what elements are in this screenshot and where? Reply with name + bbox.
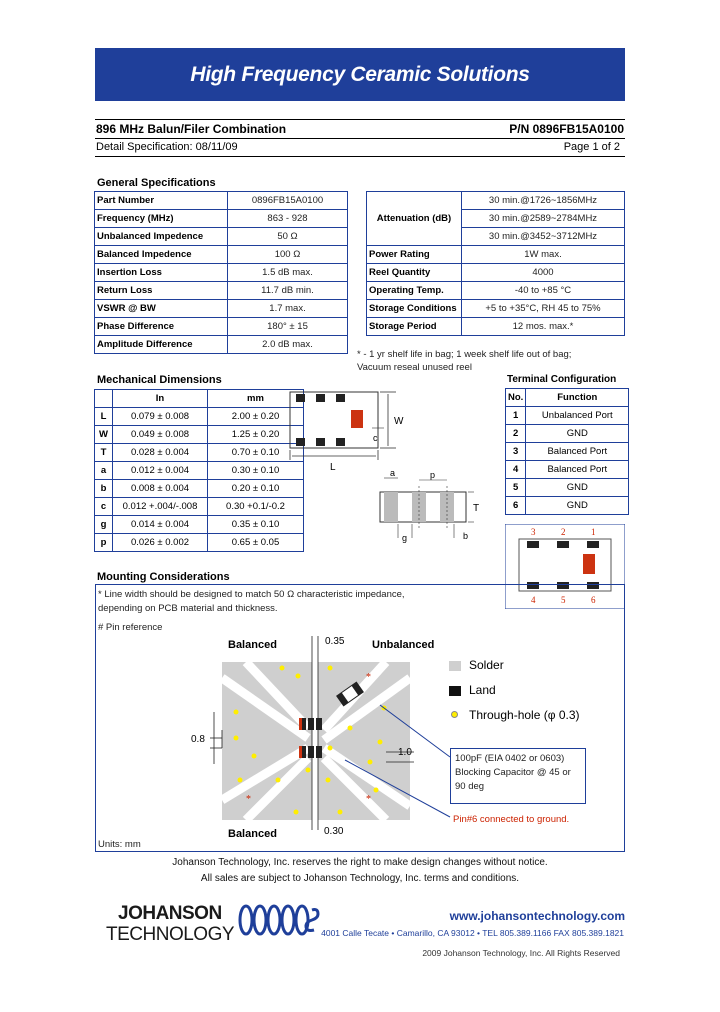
legend-through-hole: Through-hole (φ 0.3): [469, 708, 580, 722]
pin-label: 3: [531, 527, 536, 537]
pin-label: 6: [591, 595, 596, 605]
table-row: 1 Unbalanced Port: [506, 407, 629, 425]
table-row: a 0.012 ± 0.004 0.30 ± 0.10: [95, 462, 304, 480]
table-row: Power Rating 1W max.: [367, 246, 625, 264]
dim-p-label: p: [430, 470, 436, 480]
table-row: 3 Balanced Port: [506, 443, 629, 461]
terminal-heading: Terminal Configuration: [507, 374, 617, 385]
table-row: VSWR @ BW 1.7 max.: [95, 300, 348, 318]
general-specs-table-right: [366, 191, 625, 336]
mounting-note-2: depending on PCB material and thickness.: [98, 603, 278, 614]
pin-label: 4: [531, 595, 536, 605]
table-row: 30 min.@3452~3712MHz: [367, 228, 625, 246]
capacitor-note-3: 90 deg: [455, 781, 485, 792]
table-row: 30 min.@2589~2784MHz: [367, 210, 625, 228]
dim-08-label: 0.8: [191, 734, 205, 745]
header-top-rule: [95, 119, 625, 120]
pin-label: 5: [561, 595, 566, 605]
capacitor-note-1: 100pF (EIA 0402 or 0603): [455, 753, 565, 764]
table-row: 5 GND: [506, 479, 629, 497]
mechanical-heading: Mechanical Dimensions: [97, 374, 222, 386]
storage-note-1: * - 1 yr shelf life in bag; 1 week shelf life out of bag;: [357, 349, 572, 360]
units-note: Units: mm: [98, 839, 141, 850]
address-line: 4001 Calle Tecate • Camarillo, CA 93012 • TEL 805.389.1166 FAX 805.389.1821: [321, 928, 624, 938]
table-row: Attenuation (dB) 30 min.@1726~1856MHz: [367, 192, 625, 210]
dim-10-label: 1.0: [398, 747, 412, 758]
table-row: p 0.026 ± 0.002 0.65 ± 0.05: [95, 534, 304, 552]
table-row: 6 GND: [506, 497, 629, 515]
table-row: Operating Temp. -40 to +85 °C: [367, 282, 625, 300]
page-number: Page 1 of 2: [563, 141, 620, 153]
table-row: W 0.049 ± 0.008 1.25 ± 0.20: [95, 426, 304, 444]
table-row: Insertion Loss 1.5 dB max.: [95, 264, 348, 282]
logo-top-text: JOHANSON: [118, 903, 222, 924]
table-row: g 0.014 ± 0.004 0.35 ± 0.10: [95, 516, 304, 534]
table-row: In mm: [95, 390, 304, 408]
capacitor-note-2: Blocking Capacitor @ 45 or: [455, 767, 571, 778]
balanced-top-label: Balanced: [228, 639, 277, 651]
detail-spec: Detail Specification: 08/11/09: [96, 141, 238, 153]
dim-l-label: L: [330, 462, 336, 473]
legend-solder: Solder: [469, 658, 504, 672]
table-row: T 0.028 ± 0.004 0.70 ± 0.10: [95, 444, 304, 462]
chip-dimension-drawing: [288, 390, 498, 550]
table-row: Return Loss 11.7 dB min.: [95, 282, 348, 300]
solder-swatch: [449, 661, 461, 671]
footer-line-1: Johanson Technology, Inc. reserves the right to make design changes without notice.: [172, 857, 548, 868]
doc-title: 896 MHz Balun/Filer Combination: [96, 122, 287, 136]
svg-text:*: *: [246, 794, 251, 805]
pin-label: 1: [591, 527, 596, 537]
table-row: 4 Balanced Port: [506, 461, 629, 479]
page-banner: High Frequency Ceramic Solutions: [95, 48, 625, 101]
table-row: b 0.008 ± 0.004 0.20 ± 0.10: [95, 480, 304, 498]
table-row: L 0.079 ± 0.008 2.00 ± 0.20: [95, 408, 304, 426]
website-link[interactable]: www.johansontechnology.com: [449, 909, 625, 923]
dim-030-label: 0.30: [324, 826, 344, 837]
table-row: No. Function: [506, 389, 629, 407]
dim-b-label: b: [463, 531, 469, 541]
johanson-logo-icon: [236, 900, 320, 946]
callout-lines: [330, 695, 460, 825]
table-row: Frequency (MHz) 863 - 928: [95, 210, 348, 228]
unbalanced-label: Unbalanced: [372, 639, 435, 651]
balanced-bottom-label: Balanced: [228, 828, 277, 840]
dim-w-label: W: [394, 416, 404, 427]
table-row: Storage Period 12 mos. max.*: [367, 318, 625, 336]
legend-land: Land: [469, 683, 496, 697]
dim-a-label: a: [390, 468, 396, 478]
pin-reference-note: # Pin reference: [98, 622, 163, 633]
dim-g-label: g: [402, 533, 408, 543]
general-specs-table-left: [94, 191, 348, 354]
table-row: Phase Difference 180° ± 15: [95, 318, 348, 336]
storage-note-2: Vacuum reseal unused reel: [357, 362, 472, 373]
dim-t-label: T: [473, 503, 480, 514]
logo-bottom-text: TECHNOLOGY: [106, 924, 235, 945]
copyright-line: 2009 Johanson Technology, Inc. All Rights Reserved: [422, 948, 620, 958]
svg-text:*: *: [366, 794, 371, 805]
terminal-table: [505, 388, 629, 515]
table-row: Balanced Impedence 100 Ω: [95, 246, 348, 264]
table-row: c 0.012 +.004/-.008 0.30 +0.1/-0.2: [95, 498, 304, 516]
header-bottom-rule: [95, 156, 625, 157]
table-row: Part Number 0896FB15A0100: [95, 192, 348, 210]
table-row: Unbalanced Impedence 50 Ω: [95, 228, 348, 246]
pin1-marker: [351, 410, 363, 428]
footer-line-2: All sales are subject to Johanson Technology, Inc. terms and conditions.: [200, 873, 520, 884]
mounting-note-1: * Line width should be designed to match 50 Ω characteristic impedance,: [98, 589, 405, 600]
mounting-heading: Mounting Considerations: [97, 571, 230, 583]
general-specs-heading: General Specifications: [97, 177, 216, 189]
table-row: Reel Quantity 4000: [367, 264, 625, 282]
header-mid-rule: [95, 138, 625, 139]
table-row: Storage Conditions +5 to +35°C, RH 45 to 75%: [367, 300, 625, 318]
dim-035-label: 0.35: [325, 636, 345, 647]
part-number-title: P/N 0896FB15A0100: [509, 122, 624, 136]
svg-text:*: *: [366, 672, 371, 683]
table-row: 2 GND: [506, 425, 629, 443]
table-row: Amplitude Difference 2.0 dB max.: [95, 336, 348, 354]
mechanical-table: [94, 389, 304, 552]
pin-label: 2: [561, 527, 566, 537]
dim-c-label: c: [373, 433, 378, 443]
pin6-note: Pin#6 connected to ground.: [453, 814, 570, 825]
